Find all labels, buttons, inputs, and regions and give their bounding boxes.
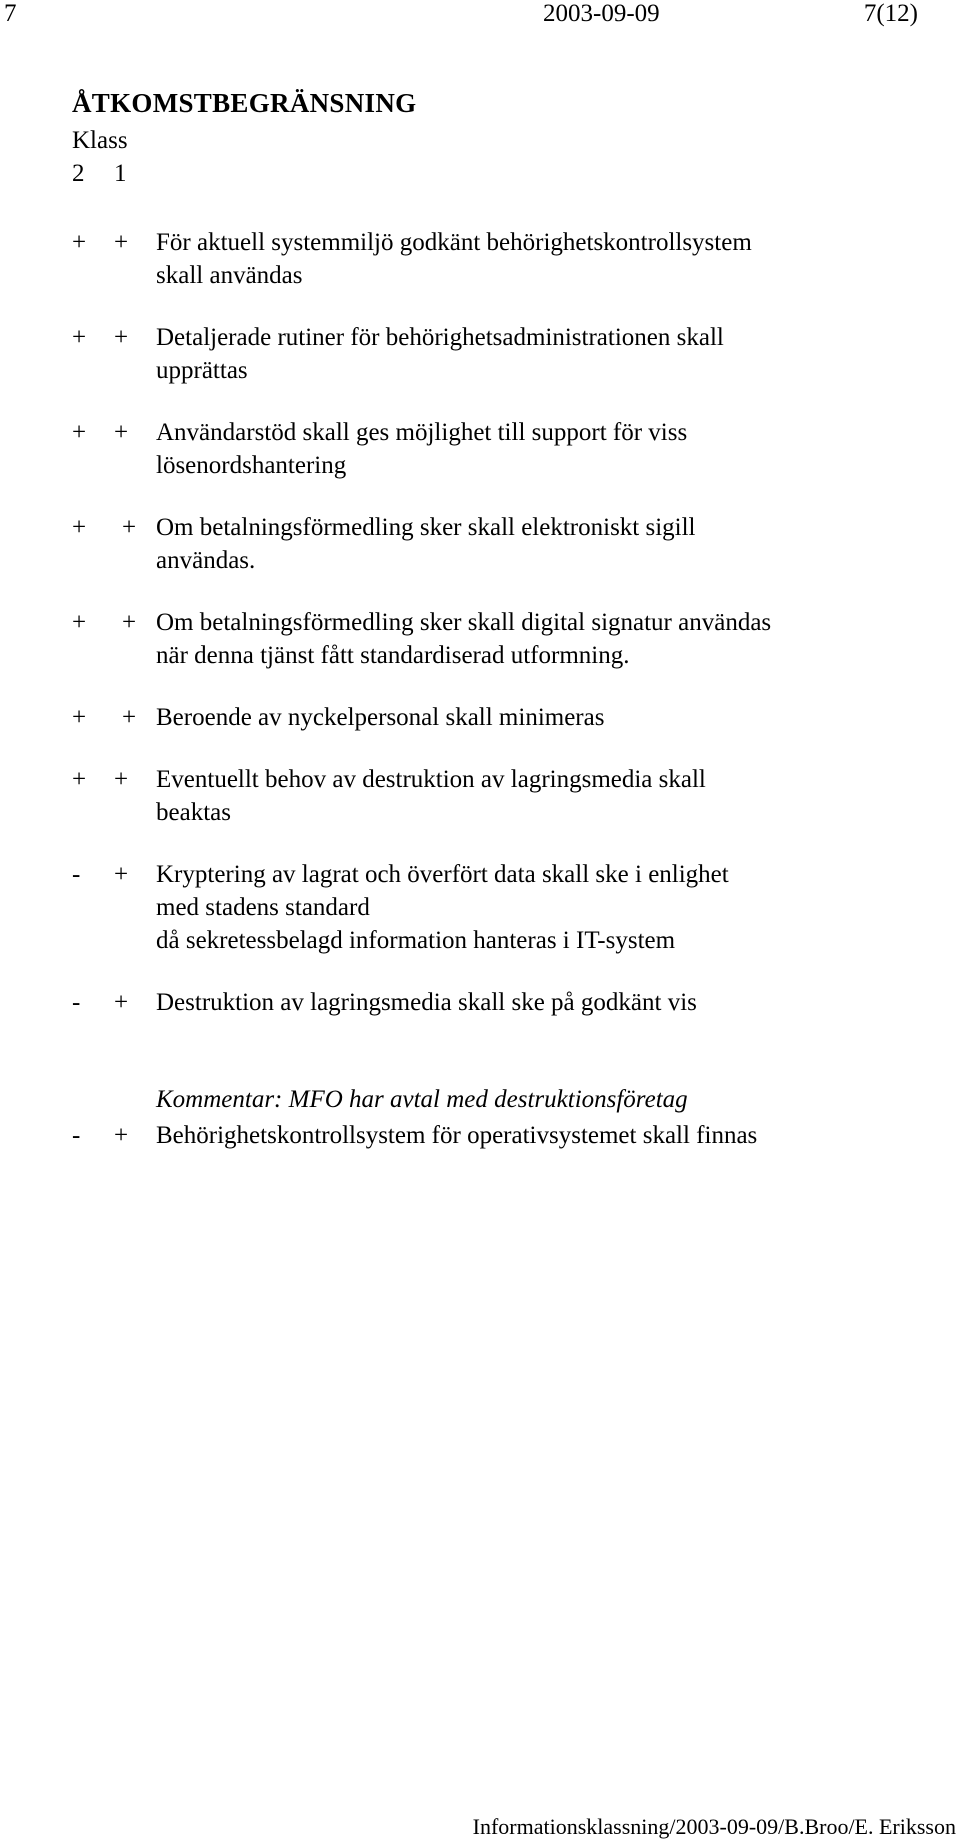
requirement-text: [156, 606, 932, 672]
class2-marker: -: [72, 989, 81, 1016]
class2-marker: +: [72, 766, 87, 793]
class1-marker: +: [114, 989, 129, 1016]
class1-marker: +: [114, 229, 129, 256]
requirement-line: användas.: [156, 547, 256, 574]
requirement-line: upprättas: [156, 357, 248, 384]
requirement-line: Användarstöd skall ges möjlighet till support för viss: [156, 419, 688, 446]
requirement-line: Destruktion av lagringsmedia skall ske på godkänt vis: [156, 989, 697, 1016]
requirement-line: när denna tjänst fått standardiserad utformning.: [156, 642, 630, 669]
class1-marker: +: [122, 609, 137, 636]
class2-marker: +: [72, 419, 87, 446]
class1-marker: +: [122, 514, 137, 541]
class1-marker: +: [114, 1122, 129, 1149]
page-header: [0, 0, 960, 32]
requirement-item: [72, 763, 932, 829]
class1-marker: +: [114, 861, 129, 888]
requirement-item: [72, 1119, 932, 1152]
requirement-line: Om betalningsförmedling sker skall digital signatur användas: [156, 609, 772, 636]
class2-marker: +: [72, 324, 87, 351]
requirement-text: [156, 763, 932, 829]
requirement-text: [156, 701, 932, 734]
class2-marker: -: [72, 1122, 81, 1149]
klass-label: Klass: [72, 127, 128, 154]
requirement-text: [156, 226, 932, 292]
requirement-line: Om betalningsförmedling sker skall elektroniskt sigill: [156, 514, 696, 541]
requirement-item: [72, 416, 932, 482]
header-date: 2003-09-09: [543, 0, 660, 27]
requirement-text: [156, 321, 932, 387]
class1-marker: +: [122, 704, 137, 731]
requirement-line: Beroende av nyckelpersonal skall minimeras: [156, 704, 605, 731]
requirement-line: Eventuellt behov av destruktion av lagringsmedia skall: [156, 766, 706, 793]
requirement-text: [156, 511, 932, 577]
class2-marker: -: [72, 861, 81, 888]
requirement-line: med stadens standard: [156, 894, 370, 921]
requirement-line: Behörighetskontrollsystem för operativsystemet skall finnas: [156, 1122, 758, 1149]
requirement-line: skall användas: [156, 262, 303, 289]
requirement-item: [72, 986, 932, 1019]
class2-marker: +: [72, 704, 87, 731]
requirement-line: Detaljerade rutiner för behörighetsadministrationen skall: [156, 324, 724, 351]
section-title: ÅTKOMSTBEGRÄNSNING: [72, 88, 417, 118]
class2-marker: +: [72, 229, 87, 256]
requirement-line: då sekretessbelagd information hanteras i IT-system: [156, 927, 676, 954]
comment-text: Kommentar: MFO har avtal med destruktionsföretag: [156, 1086, 688, 1113]
requirement-item: [72, 226, 932, 292]
requirement-line: beaktas: [156, 799, 231, 826]
class1-marker: +: [114, 419, 129, 446]
requirement-text: [156, 416, 932, 482]
class2-marker: +: [72, 514, 87, 541]
requirement-item: [72, 701, 932, 734]
requirement-item: [72, 511, 932, 577]
class1-marker: +: [114, 324, 129, 351]
klass-column-2: 2: [72, 160, 85, 187]
klass-column-1: 1: [114, 160, 127, 187]
requirement-text: [156, 1119, 932, 1152]
klass-columns: [72, 160, 127, 188]
requirement-line: Kryptering av lagrat och överfört data skall ske i enlighet: [156, 861, 729, 888]
requirement-item: [72, 321, 932, 387]
requirement-text: [156, 986, 932, 1019]
header-page-of-total: 7(12): [863, 0, 918, 27]
header-page-number: 7: [4, 0, 17, 27]
requirement-line: lösenordshantering: [156, 452, 347, 479]
class1-marker: +: [114, 766, 129, 793]
requirement-line: För aktuell systemmiljö godkänt behörighetskontrollsystem: [156, 229, 752, 256]
class2-marker: +: [72, 609, 87, 636]
requirement-text: [156, 858, 932, 957]
page-footer: Informationsklassning/2003-09-09/B.Broo/E. Eriksson: [472, 1814, 956, 1839]
requirements-list: [72, 226, 932, 1152]
requirement-item: [72, 606, 932, 672]
requirement-item: [72, 858, 932, 957]
